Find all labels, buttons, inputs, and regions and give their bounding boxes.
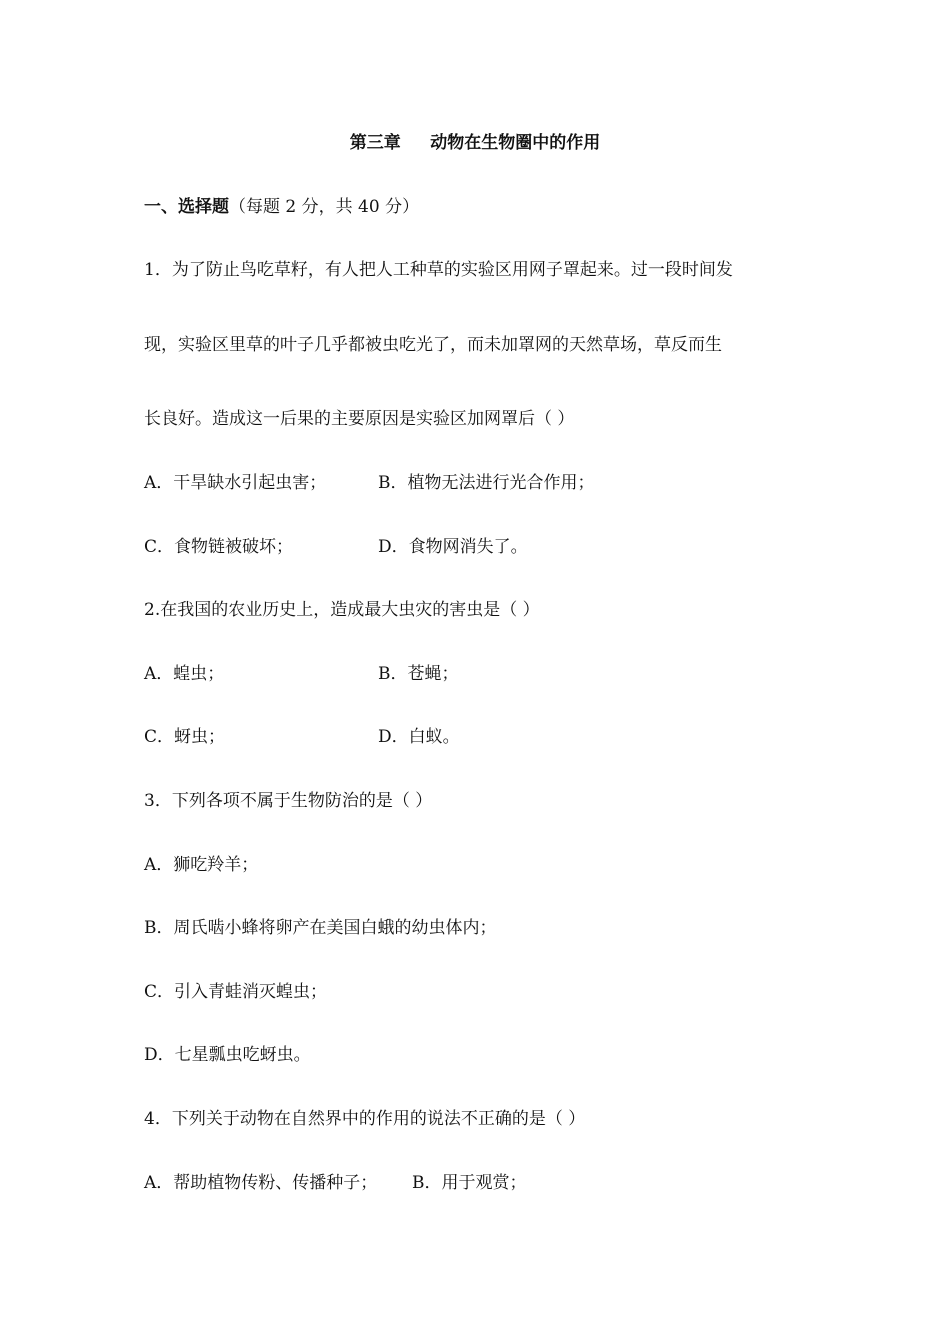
q3-option-b: B．周氏啮小蜂将卵产在美国白蛾的幼虫体内； [144, 918, 497, 938]
q4-option-a: A．帮助植物传粉、传播种子； [144, 1173, 378, 1193]
q1-option-c: C．食物链被破坏； [144, 537, 294, 557]
q2-option-b: B．苍蝇； [378, 664, 459, 684]
q2-option-c: C．蚜虫； [144, 727, 226, 747]
q1-option-d: D．食物网消失了。 [378, 537, 528, 557]
q2-option-a: A．蝗虫； [144, 664, 225, 684]
section-heading-line [144, 196, 419, 218]
q4-option-b: B．用于观赏； [412, 1173, 527, 1193]
q3-stem: 3．下列各项不属于生物防治的是（ ） [144, 791, 433, 811]
q4-stem: 4．下列关于动物在自然界中的作用的说法不正确的是（ ） [144, 1109, 586, 1129]
q1-stem-line-1: 1．为了防止鸟吃草籽，有人把人工种草的实验区用网子罩起来。过一段时间发 [144, 260, 733, 280]
q3-option-a: A．狮吃羚羊； [144, 855, 259, 875]
section-note: （每题 2 分，共 40 分） [229, 197, 420, 217]
page-title: 第三章 动物在生物圈中的作用 [349, 133, 601, 153]
q1-stem-line-2: 现，实验区里草的叶子几乎都被虫吃光了，而未加罩网的天然草场，草反而生 [144, 335, 722, 355]
q3-option-c: C．引入青蛙消灭蝗虫； [144, 982, 328, 1002]
q1-stem-line-3: 长良好。造成这一后果的主要原因是实验区加网罩后（ ） [144, 409, 575, 429]
q2-option-d: D．白蚁。 [378, 727, 460, 747]
q1-option-b: B．植物无法进行光合作用； [378, 473, 595, 493]
q3-option-d: D．七星瓢虫吃蚜虫。 [144, 1045, 311, 1065]
q2-stem: 2.在我国的农业历史上，造成最大虫灾的害虫是（ ） [144, 600, 540, 620]
q1-option-a: A．干旱缺水引起虫害； [144, 473, 327, 493]
section-heading: 一、选择题 [144, 197, 229, 217]
